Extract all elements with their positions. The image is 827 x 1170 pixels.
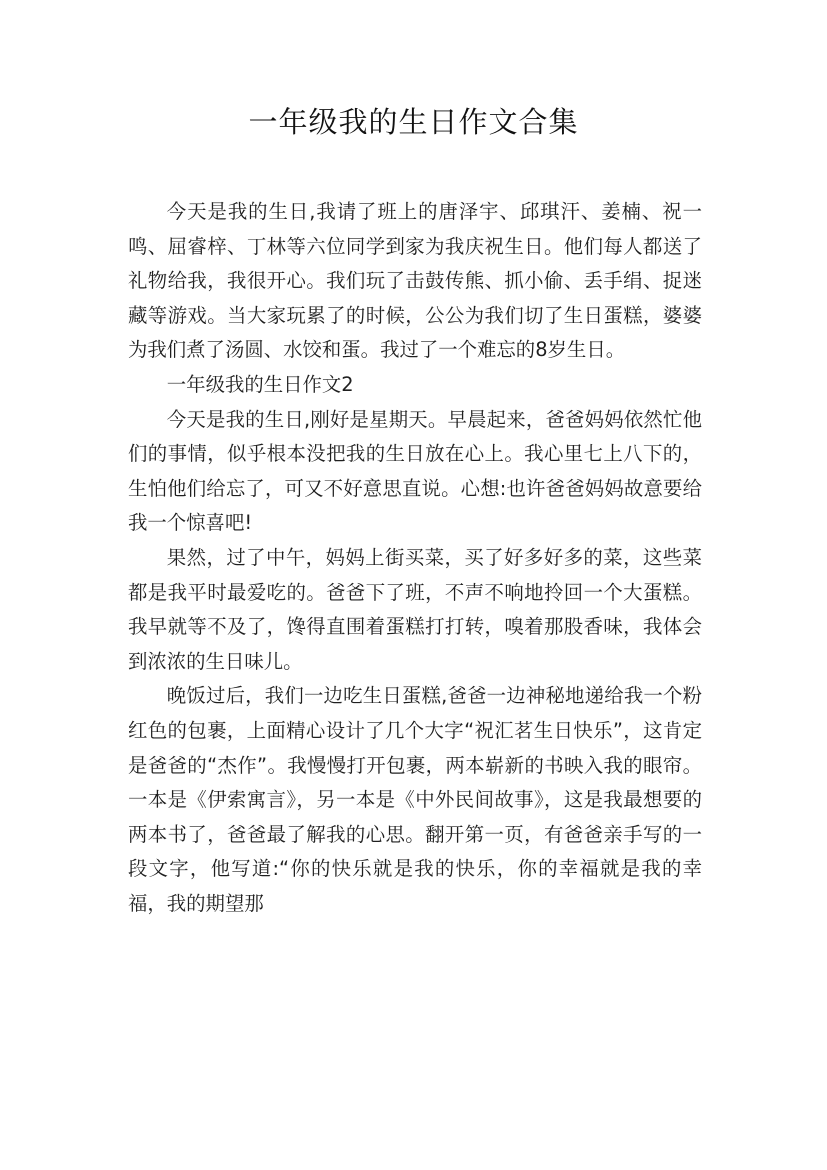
paragraph: 果然，过了中午，妈妈上街买菜，买了好多好多的菜，这些菜都是我平时最爱吃的。爸爸下了班，不声不响地拎回一个大蛋糕。我早就等不及了，馋得直围着蛋糕打打转，嗅着那股香味，我体会到浓浓的生日味儿。: [128, 545, 702, 673]
section-heading: 一年级我的生日作文2: [166, 372, 354, 396]
paragraph: 晚饭过后，我们一边吃生日蛋糕,爸爸一边神秘地递给我一个粉红色的包裹，上面精心设计了几个大字“祝汇茗生日快乐”，这肯定是爸爸的“杰作”。我慢慢打开包裹，两本崭新的书映入我的眼帘。一本是《伊索寓言》，另一本是《中外民间故事》，这是我最想要的两本书了，爸爸最了解我的心思。翻开第一页，有爸爸亲手写的一段文字，他写道:“你的快乐就是我的快乐，你的幸福就是我的幸福，我的期望那: [128, 684, 702, 915]
document-body: [128, 195, 702, 921]
document-title: 一年级我的生日作文合集: [248, 105, 579, 139]
paragraph: 今天是我的生日,我请了班上的唐泽宇、邱琪汗、姜楠、祝一鸣、屈睿梓、丁林等六位同学到家为我庆祝生日。他们每人都送了礼物给我，我很开心。我们玩了击鼓传熊、抓小偷、丢手绢、捉迷藏等游戏。当大家玩累了的时候，公公为我们切了生日蛋糕，婆婆为我们煮了汤圆、水饺和蛋。我过了一个难忘的8岁生日。: [128, 200, 702, 362]
paragraph: 今天是我的生日,刚好是星期天。早晨起来，爸爸妈妈依然忙他们的事情，似乎根本没把我的生日放在心上。我心里七上八下的，生怕他们给忘了，可又不好意思直说。心想:也许爸爸妈妈故意要给我一个惊喜吧!: [128, 407, 702, 535]
